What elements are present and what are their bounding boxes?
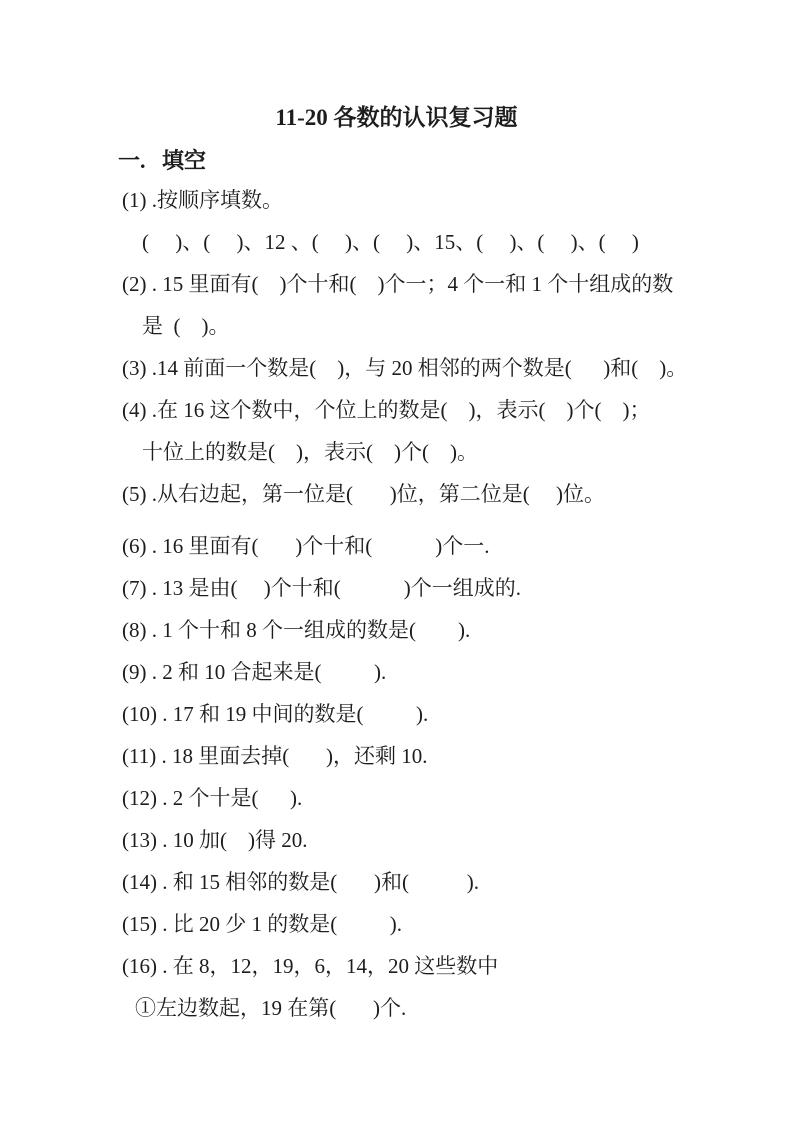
question-15: (15) . 比 20 少 1 的数是( ). <box>122 912 402 936</box>
question-4: (4) .在 16 这个数中，个位上的数是( )，表示( )个( )； <box>122 398 651 422</box>
question-6: (6) . 16 里面有( )个十和( )个一. <box>122 534 490 558</box>
question-4-continuation: 十位上的数是( )，表示( )个( )。 <box>142 440 478 464</box>
question-16: (16) . 在 8，12，19，6，14，20 这些数中 <box>122 954 499 978</box>
question-8: (8) . 1 个十和 8 个一组成的数是( ). <box>122 618 471 642</box>
question-7: (7) . 13 是由( )个十和( )个一组成的. <box>122 576 521 600</box>
question-1-blanks-row: ( )、( )、12 、( )、( )、15、( )、( )、( ) <box>142 230 639 254</box>
question-5: (5) .从右边起，第一位是( )位，第二位是( )位。 <box>122 482 605 506</box>
page-title: 11-20 各数的认识复习题 <box>275 105 518 130</box>
question-2: (2) . 15 里面有( )个十和( )个一；4 个一和 1 个十组成的数 <box>122 272 674 296</box>
question-11: (11) . 18 里面去掉( )，还剩 10. <box>122 744 428 768</box>
question-1: (1) .按顺序填数。 <box>122 188 283 212</box>
question-12: (12) . 2 个十是( ). <box>122 786 303 810</box>
question-13: (13) . 10 加( )得 20. <box>122 828 308 852</box>
question-list <box>122 179 793 1029</box>
question-10: (10) . 17 和 19 中间的数是( ). <box>122 702 429 726</box>
section-heading: 一. 填空 <box>118 148 207 173</box>
question-14: (14) . 和 15 相邻的数是( )和( ). <box>122 870 479 894</box>
question-9: (9) . 2 和 10 合起来是( ). <box>122 660 387 684</box>
question-3: (3) .14 前面一个数是( )，与 20 相邻的两个数是( )和( )。 <box>122 356 688 380</box>
question-16-sub-1: ①左边数起，19 在第( )个. <box>135 996 407 1020</box>
question-2-continuation: 是 ( )。 <box>142 314 230 338</box>
